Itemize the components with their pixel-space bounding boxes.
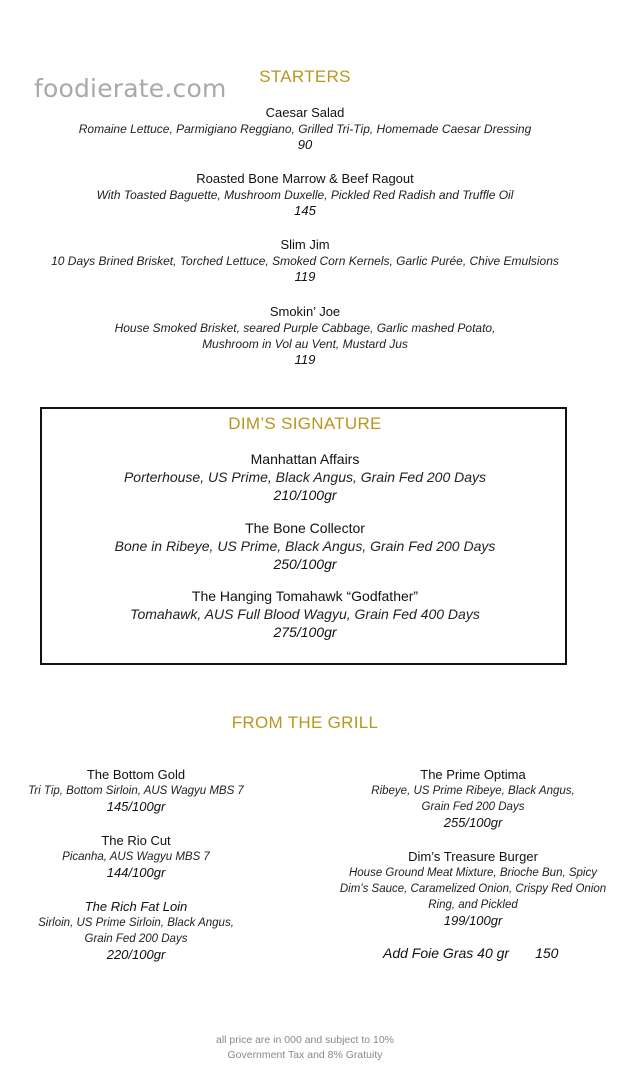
- item-price: 145/100gr: [106, 799, 166, 814]
- item-description: With Toasted Baguette, Mushroom Duxelle, Pickled Red Radish and Truffle Oil: [96, 188, 514, 202]
- item-name: The Bottom Gold: [86, 767, 186, 782]
- item-description: Tomahawk, AUS Full Blood Wagyu, Grain Fed 400 Days: [130, 606, 480, 622]
- item-description: 10 Days Brined Brisket, Torched Lettuce, Smoked Corn Kernels, Garlic Purée, Chive Emulsions: [51, 254, 559, 268]
- menu-item: [0, 519, 610, 573]
- item-name: Roasted Bone Marrow & Beef Ragout: [196, 171, 414, 186]
- item-description: Tri Tip, Bottom Sirloin, AUS Wagyu MBS 7: [28, 785, 244, 797]
- signature-title: DIM’S SIGNATURE: [228, 414, 382, 433]
- item-price: 145: [294, 203, 316, 218]
- item-description: Mushroom in Vol au Vent, Mustard Jus: [202, 337, 408, 351]
- addon-label: Add Foie Gras 40 gr: [383, 945, 510, 961]
- menu-item: [0, 450, 610, 504]
- menu-item: [0, 105, 610, 153]
- menu-item: [0, 171, 610, 219]
- menu-item: [0, 899, 272, 963]
- item-description: House Smoked Brisket, seared Purple Cabbage, Garlic mashed Potato,: [114, 321, 496, 335]
- item-name: The Bone Collector: [245, 520, 365, 536]
- item-name: Dim’s Treasure Burger: [408, 849, 538, 864]
- item-description: Ring, and Pickled: [428, 899, 518, 911]
- item-description: Grain Fed 200 Days: [84, 933, 188, 945]
- item-description: Porterhouse, US Prime, Black Angus, Grain Fed 200 Days: [123, 469, 487, 485]
- item-description: Sirloin, US Prime Sirloin, Black Angus,: [38, 917, 234, 929]
- item-description: Picanha, AUS Wagyu MBS 7: [62, 851, 210, 863]
- item-name: The Hanging Tomahawk “Godfather”: [191, 588, 419, 604]
- item-name: Caesar Salad: [265, 105, 345, 120]
- item-name: Smokin’ Joe: [269, 304, 341, 319]
- grill-title: FROM THE GRILL: [231, 713, 379, 732]
- footer-line: Government Tax and 8% Gratuity: [227, 1049, 383, 1061]
- item-name: The Prime Optima: [420, 767, 526, 782]
- item-price: 199/100gr: [443, 913, 503, 928]
- item-price: 119: [294, 269, 316, 284]
- menu-item: [0, 767, 272, 815]
- item-name: The Rich Fat Loin: [84, 899, 188, 914]
- item-price: 210/100gr: [273, 487, 337, 503]
- menu-item: [0, 833, 272, 881]
- menu-item: [320, 849, 622, 929]
- footer-line: all price are in 000 and subject to 10%: [215, 1034, 395, 1046]
- item-name: Slim Jim: [280, 237, 330, 252]
- item-price: 119: [294, 352, 316, 367]
- addon-price: 150: [535, 945, 559, 961]
- menu-item: [0, 587, 610, 641]
- item-name: The Rio Cut: [101, 833, 171, 848]
- item-price: 275/100gr: [273, 624, 337, 640]
- menu-item: [0, 237, 610, 285]
- addon-foie-gras: [383, 945, 558, 961]
- item-price: 144/100gr: [106, 865, 166, 880]
- item-price: 220/100gr: [106, 947, 166, 962]
- starters-title: STARTERS: [259, 67, 351, 86]
- item-price: 90: [297, 137, 313, 152]
- menu-item: [0, 304, 610, 368]
- item-description: House Ground Meat Mixture, Brioche Bun, Spicy: [348, 867, 597, 879]
- item-description: Dim’s Sauce, Caramelized Onion, Crispy Red Onion: [339, 883, 607, 895]
- watermark: foodierate.com: [34, 74, 227, 103]
- item-description: Romaine Lettuce, Parmigiano Reggiano, Grilled Tri-Tip, Homemade Caesar Dressing: [78, 122, 532, 136]
- item-price: 255/100gr: [443, 815, 503, 830]
- menu-item: [320, 767, 622, 831]
- footer-note: [0, 1033, 610, 1063]
- item-description: Grain Fed 200 Days: [421, 801, 525, 813]
- item-description: Ribeye, US Prime Ribeye, Black Angus,: [371, 785, 575, 797]
- item-name: Manhattan Affairs: [250, 451, 360, 467]
- item-description: Bone in Ribeye, US Prime, Black Angus, Grain Fed 200 Days: [114, 538, 496, 554]
- item-price: 250/100gr: [273, 556, 337, 572]
